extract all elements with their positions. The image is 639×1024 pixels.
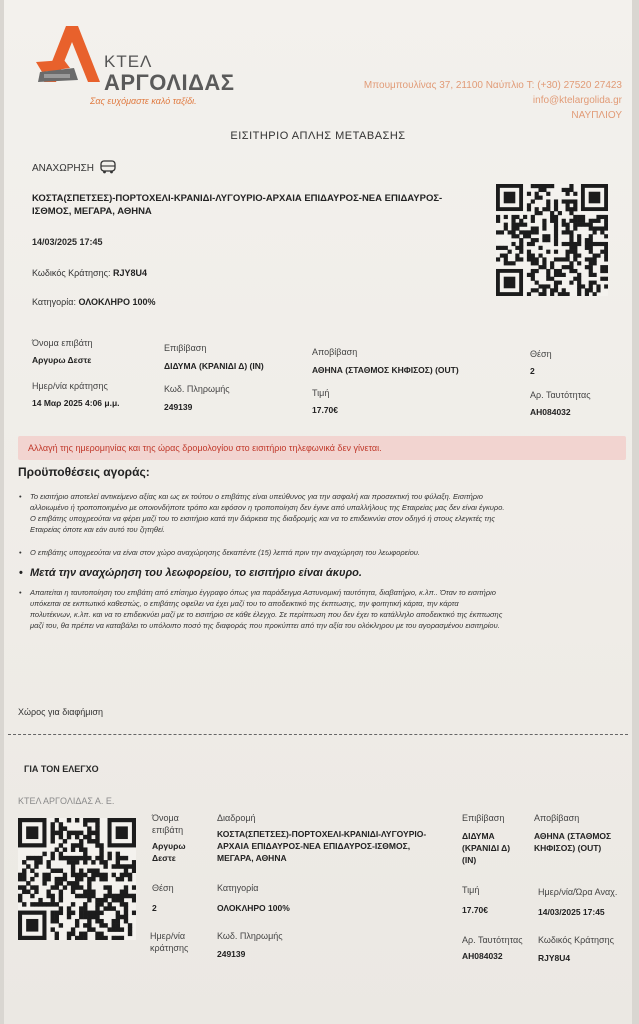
qr-code-control (18, 818, 136, 945)
booking-date-value: 14 Μαρ 2025 4:06 μ.μ. (32, 398, 120, 408)
city-line: ΝΑΥΠΛΙΟΥ (571, 110, 622, 121)
route-line: ΙΣΘΜΟΣ, ΜΕΓΑΡΑ, ΑΘΗΝΑ (32, 206, 152, 217)
category-label: Κατηγορία: (32, 297, 76, 307)
terms-line: Ο επιβάτης υποχρεούται να φέρει μαζί του το εισιτήριο κατά την διάρκεια της διαδρομής και να το επιδεικνύει στον οδηγό ή στους ελεγκτές της (30, 514, 496, 523)
id-value: AH084032 (530, 407, 571, 417)
terms-item (30, 491, 504, 535)
qr-code (496, 184, 608, 301)
terms-heading: Προϋποθέσεις αγοράς: (18, 465, 150, 479)
slogan: Σας ευχόμαστε καλό ταξίδι. (90, 96, 197, 106)
address-line: Μπουμπουλίνας 37, 21100 Ναύπλιο T: (+30) 27520 27423 (363, 80, 622, 91)
booking-date-label: Ημερ/νία κράτησης (32, 381, 108, 391)
control-booking-date-label (150, 930, 188, 954)
company-address (364, 78, 622, 123)
route-line: ΚΟΣΤΑ(ΣΠΕΤΣΕΣ)-ΠΟΡΤΟΧΕΛΙ-ΚΡΑΝΙΔΙ-ΛΥΓΟΥΡΙΟ-ΑΡΧΑΙΑ ΕΠΙΔΑΥΡΟΣ-ΝΕΑ ΕΠΙΔΑΥΡΟΣ- (32, 193, 443, 204)
boarding-value: ΔΙΔΥΜΑ (ΚΡΑΝΙΔΙ Δ) (IN) (164, 361, 264, 371)
control-category-label: Κατηγορία (217, 883, 259, 893)
value-line: ΚΟΣΤΑ(ΣΠΕΤΣΕΣ)-ΠΟΡΤΟΧΕΛΙ-ΚΡΑΝΙΔΙ-ΛΥΓΟΥΡΙΟ- (217, 829, 427, 839)
category-value: ΟΛΟΚΛΗΡΟ 100% (78, 297, 156, 307)
id-label: Αρ. Ταυτότητας (530, 390, 591, 400)
ticket-page (4, 0, 632, 1024)
control-route-label: Διαδρομή (217, 813, 256, 823)
control-category-value: ΟΛΟΚΛΗΡΟ 100% (217, 903, 290, 913)
ticket-title: ΕΙΣΙΤΗΡΙΟ ΑΠΛΗΣ ΜΕΤΑΒΑΣΗΣ (230, 130, 406, 142)
control-alighting-value (534, 830, 611, 854)
boarding-label: Επιβίβαση (164, 343, 207, 353)
terms-line: πολυτέκνων, κ.λπ. και να το επιδεικνύει μαζί με το εισιτήριο σε κάθε έλεγχο. Σε περίπτωση που δεν έχει το κατάλληλο αποδεικτικό της έκπτωσης (30, 610, 503, 619)
value-line: (ΚΡΑΝΙΔΙ Δ) (462, 843, 511, 853)
payment-code: 249139 (164, 402, 193, 412)
control-departure-value: 14/03/2025 17:45 (538, 907, 605, 917)
price-value: 17.70€ (312, 405, 338, 415)
departure-label: ΑΝΑΧΩΡΗΣΗ (32, 163, 95, 175)
control-payment-label: Κωδ. Πληρωμής (217, 931, 283, 941)
seat-value: 2 (530, 366, 535, 376)
departure-datetime: 14/03/2025 17:45 (32, 237, 103, 247)
brand-name-line1: ΚΤΕΛ (104, 52, 153, 71)
category-row (32, 297, 156, 307)
control-booking-value: RJY8U4 (538, 953, 571, 963)
control-payment-value: 249139 (217, 949, 246, 959)
control-company: ΚΤΕΛ ΑΡΓΟΛΙΔΑΣ Α. Ε. (18, 796, 115, 806)
terms-line: • Το εισιτήριο αποτελεί αντικείμενο αξίας και ως εκ τούτου ο επιβάτης είναι υπεύθυνος για την ασφαλή και προσεκτική του φύλαξη. Εισιτήριο (30, 492, 483, 501)
label-line: επιβάτη (152, 825, 184, 835)
terms-line: υπόκειται σε εκπτωτικό καθεστώς, ο επιβάτης οφείλει να έχει μαζί του το αποδεικτικό της έκπτωσης, την φοιτητική κάρτα, την κάρτα (30, 599, 459, 608)
passenger-name: Αργυρω Δεστε (32, 355, 92, 365)
control-name-label (152, 812, 183, 836)
alighting-label: Αποβίβαση (312, 347, 358, 357)
control-seat-label: Θέση (152, 883, 174, 893)
booking-code-label: Κωδικός Κράτησης: (32, 268, 111, 278)
control-route-value (217, 828, 426, 864)
terms-item (30, 587, 502, 631)
control-price-label: Τιμή (462, 885, 480, 895)
control-id-label: Αρ. Ταυτότητας (462, 935, 523, 945)
ktel-logo (34, 24, 104, 86)
control-boarding-label: Επιβίβαση (462, 813, 505, 823)
departure-heading (32, 160, 116, 177)
control-id-value: AH084032 (462, 951, 503, 961)
payment-label: Κωδ. Πληρωμής (164, 384, 230, 394)
label-line: Όνομα (152, 813, 179, 823)
bus-icon (100, 160, 116, 177)
value-line: ΚΗΦΙΣΟΣ) (OUT) (534, 843, 602, 853)
value-line: ΑΘΗΝΑ (ΣΤΑΘΜΟΣ (534, 831, 612, 841)
control-seat-value: 2 (152, 903, 157, 913)
booking-code-row (32, 268, 147, 278)
value-line: (IN) (462, 855, 477, 865)
price-label: Τιμή (312, 388, 330, 398)
control-booking-label: Κωδικός Κράτησης (538, 935, 614, 945)
terms-item: • Ο επιβάτης υποχρεούται να είναι στον χώρο αναχώρησης δεκαπέντε (15) λεπτά πριν την αναχώρηση του λεωφορείου. (30, 547, 420, 558)
value-line: ΑΡΧΑΙΑ ΕΠΙΔΑΥΡΟΣ-ΝΕΑ ΕΠΙΔΑΥΡΟΣ-ΙΣΘΜΟΣ, (217, 841, 411, 851)
passenger-label: Όνομα επιβάτη (32, 338, 93, 348)
terms-line: • Απαιτείται η ταυτοποίηση του επιβάτη από επίσημο έγγραφο όπως για παράδειγμα Αστυνομική ταυτότητα, διαβατήριο, κ.λπ.. Όταν το εισιτήριο (30, 588, 496, 597)
change-warning-text: Αλλαγή της ημερομηνίας και της ώρας δρομολογίου στο εισιτήριο τηλεφωνικά δεν γίνεται. (28, 443, 382, 453)
terms-line: Εταιρείας όποτε και εάν αυτό του ζητηθεί. (30, 525, 166, 534)
ad-space-label: Χώρος για διαφήμιση (18, 707, 103, 717)
control-boarding-value (462, 830, 510, 866)
label-line: Ημερ/νία (150, 931, 186, 941)
cut-line (8, 734, 628, 735)
value-line: Δεστε (152, 853, 176, 863)
control-name-value (152, 840, 186, 864)
change-warning-banner (18, 436, 626, 460)
value-line: ΔΙΔΥΜΑ (462, 831, 495, 841)
terms-line: μαζί του, θα πρέπει να καταβάλει το υπόλοιπο ποσό της διαφοράς που προκύπτει από την αξία του ολόκληρου με του αγορασμένου εισιτηρίου. (30, 621, 500, 630)
control-price-value: 17.70€ (462, 905, 488, 915)
route (32, 192, 472, 218)
booking-code: RJY8U4 (112, 268, 147, 278)
control-departure-label: Ημερ/νία/Ώρα Αναχ. (538, 887, 618, 897)
control-alighting-label: Αποβίβαση (534, 813, 580, 823)
value-line: ΜΕΓΑΡΑ, ΑΘΗΝΑ (217, 853, 287, 863)
label-line: κράτησης (150, 943, 189, 953)
alighting-value: ΑΘΗΝΑ (ΣΤΑΘΜΟΣ ΚΗΦΙΣΟΣ) (OUT) (312, 365, 459, 375)
terms-line: αλλοιωμένο ή τροποποιημένο με οποιονδήποτε τρόπο και εφόσον η τροποποίηση δεν έγινε από υπαλλήλους της Εταιρείας μας δεν είναι έγκυρο. (30, 503, 505, 512)
value-line: Αργυρω (152, 841, 186, 851)
terms-item-emphasis: • Μετά την αναχώρηση του λεωφορείου, το εισιτήριο είναι άκυρο. (30, 567, 362, 579)
control-heading: ΓΙΑ ΤΟΝ ΕΛΕΓΧΟ (24, 764, 99, 774)
brand-name-line2: ΑΡΓΟΛΙΔΑΣ (104, 70, 235, 95)
email-line: info@ktelargolida.gr (532, 95, 622, 106)
seat-label: Θέση (530, 349, 552, 359)
